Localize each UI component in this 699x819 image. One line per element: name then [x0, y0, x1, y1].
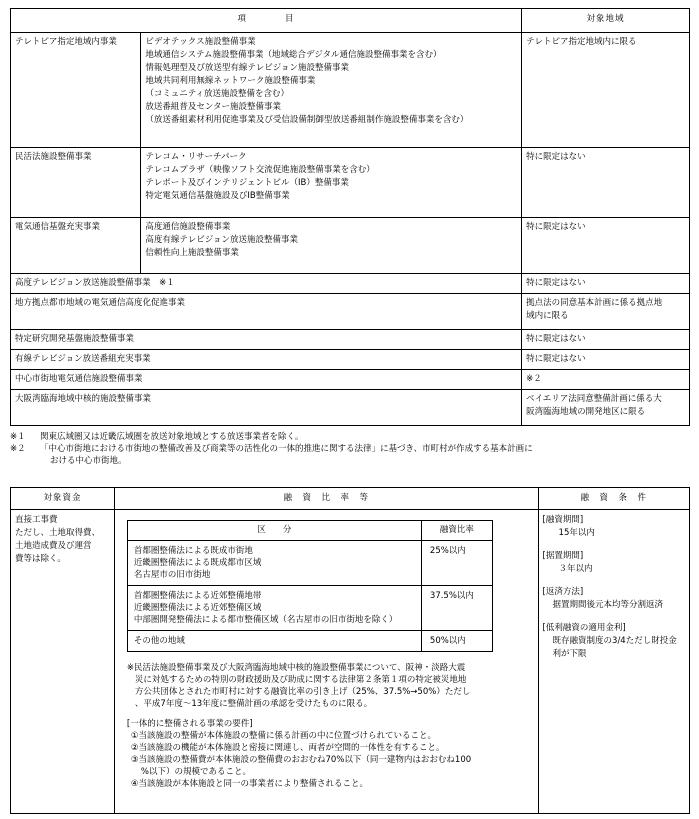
- item-line: テレポート及びインテリジェントビル（IB）整備事業: [145, 178, 349, 188]
- condition-label: [据置期間]: [542, 551, 584, 561]
- funds-line: ただし、土地取得費、: [15, 528, 101, 538]
- area-line: 首都圏整備法による既成市街地: [133, 546, 253, 556]
- condition-label: [返済方法]: [542, 587, 584, 597]
- conditions-cell: [538, 510, 689, 814]
- area-line: 首都圏整備法による近郊整備地帯: [133, 591, 262, 601]
- table-row: [11, 350, 690, 370]
- project-table: [10, 8, 690, 426]
- condition-rate: [543, 622, 685, 661]
- ratio-row: [127, 586, 492, 631]
- condition-value: ３年以内: [558, 564, 593, 574]
- footnote-text: 関東広域圏又は近畿広域圏を放送対象地域とする放送事業者を除く。: [40, 432, 304, 442]
- funds-line: 土地造成費及び運営: [15, 541, 92, 551]
- items-cell: [141, 218, 522, 274]
- region-cell: [522, 390, 690, 426]
- table-row: [11, 294, 690, 330]
- condition-value: 15年以内: [558, 528, 595, 538]
- condition-grace: [543, 550, 685, 576]
- ratio-header-area: 区 分: [127, 521, 421, 541]
- category-cell: 中心市街地電気通信施設整備事業: [11, 370, 522, 390]
- item-line: 放送番組普及センター施設整備事業: [145, 102, 282, 112]
- rate-cell: 25%以内: [421, 541, 492, 586]
- region-cell: 特に限定はない: [522, 274, 690, 294]
- table-row: [11, 370, 690, 390]
- ratio-cell: [114, 510, 538, 814]
- funds-line: 直接工事費: [15, 515, 58, 525]
- items-cell: [141, 148, 522, 218]
- item-line: 高度有線テレビジョン放送施設整備事業: [145, 235, 299, 245]
- area-cell: その他の地域: [127, 631, 421, 652]
- requirement-line: ④当該施設が本体施設と同一の事業者により整備されること。: [130, 779, 369, 789]
- region-cell: [522, 294, 690, 330]
- remark-line: 方公共団体とされた市町村に対する融資比率の引き上げ（25%、37.5%→50%）ただし: [134, 687, 471, 697]
- ratio-table: [127, 520, 493, 652]
- item-line: （放送番組素材利用促進事業及び受信設備制御型放送番組制作施設整備事業を含む）: [145, 115, 469, 125]
- area-line: 近畿圏整備法による既成都市区域: [133, 558, 262, 568]
- footnote-2: [10, 443, 690, 455]
- header-funds: 対象資金: [11, 488, 115, 510]
- item-line: 情報処理型及び放送型有線テレビジョン施設整備事業: [145, 63, 350, 73]
- region-cell: ※２: [522, 370, 690, 390]
- table-row: [11, 218, 690, 274]
- rate-cell: 37.5%以内: [421, 586, 492, 631]
- condition-repayment: [543, 586, 685, 612]
- remark-line: ※民活法施設整備事業及び大阪湾臨海地域中核的施設整備事業について、阪神・淡路大震: [126, 663, 466, 673]
- table-row: [11, 274, 690, 294]
- region-line: 域内に限る: [526, 311, 569, 321]
- footnote-2-cont: [10, 455, 690, 467]
- footnotes: [10, 431, 690, 467]
- table-row: [11, 330, 690, 350]
- region-line: 拠点法の同意基本計画に係る拠点地: [526, 298, 663, 308]
- area-cell: [127, 586, 421, 631]
- category-cell: 地方拠点都市地域の電気通信高度化促進事業: [11, 294, 522, 330]
- category-cell: 有線テレビジョン放送番組充実事業: [11, 350, 522, 370]
- remark-text: [127, 662, 534, 710]
- condition-value: 既存融資制度の3/4ただし財投金利が下限: [552, 636, 677, 659]
- condition-label: [融資期間]: [542, 515, 584, 525]
- category-cell: テレトピア指定地域内事業: [11, 33, 141, 148]
- area-cell: [127, 541, 421, 586]
- requirement-line: %以下）の規模であること。: [140, 767, 251, 777]
- rate-cell: 50%以内: [421, 631, 492, 652]
- item-line: 高度通信施設整備事業: [145, 222, 231, 232]
- category-cell: 高度テレビジョン放送施設整備事業 ※１: [11, 274, 522, 294]
- area-line: 中部圏開発整備法による都市整備区域（名古屋市の旧市街地を除く）: [133, 615, 398, 625]
- header-ratio: 融 資 比 率 等: [114, 488, 538, 510]
- area-line: 名古屋市の旧市街地: [133, 570, 211, 580]
- category-cell: 特定研究開発基盤施設整備事業: [11, 330, 522, 350]
- requirement-line: ②当該施設の機能が本体施設と密接に関連し、両者が空間的一体性を有すること。: [130, 743, 445, 753]
- requirements-text: [127, 718, 534, 790]
- item-line: 地域通信システム施設整備事業（地域総合デジタル通信施設整備事業を含む）: [145, 50, 442, 60]
- funds-line: 費等は除く。: [15, 554, 66, 564]
- region-cell: 特に限定はない: [522, 350, 690, 370]
- header-region: 対象地域: [522, 9, 690, 33]
- requirement-line: ③当該施設の整備費が本体施設の整備費のおおむね70%以下（同一建物内はおおむね100: [130, 755, 472, 765]
- region-line: 阪湾臨海地域の開発地区に限る: [526, 407, 646, 417]
- table-row: [11, 148, 690, 218]
- ratio-header-rate: 融資比率: [421, 521, 492, 541]
- ratio-row: [127, 541, 492, 586]
- category-cell: 民活法施設整備事業: [11, 148, 141, 218]
- region-cell: テレトピア指定地域内に限る: [522, 33, 690, 148]
- items-cell: [141, 33, 522, 148]
- header-item: 項 目: [11, 9, 522, 33]
- category-cell: 大阪湾臨海地域中核的施設整備事業: [11, 390, 522, 426]
- item-line: テレコム・リサーチパーク: [145, 152, 247, 162]
- region-cell: 特に限定はない: [522, 330, 690, 350]
- item-line: テレコムプラザ（映像ソフト交流促進施設整備事業を含む）: [145, 165, 375, 175]
- table-row: [11, 390, 690, 426]
- condition-label: [低利融資の適用金利]: [542, 623, 626, 633]
- financing-table: [10, 487, 690, 814]
- remark-line: 災に対処するための特別の財政援助及び助成に関する法律第２条第１項の特定被災地地: [134, 675, 467, 685]
- region-cell: 特に限定はない: [522, 218, 690, 274]
- table-row: [11, 33, 690, 148]
- category-cell: 電気通信基盤充実事業: [11, 218, 141, 274]
- requirements-heading: [一体的に整備される事業の要件]: [126, 719, 253, 729]
- item-line: 信頼性向上施設整備事業: [145, 248, 239, 258]
- footnote-mark: ※２: [10, 444, 26, 454]
- item-line: 特定電気通信基盤施設及びIB整備事業: [145, 191, 290, 201]
- item-line: （コミュニティ放送施設整備を含む）: [145, 89, 290, 99]
- item-line: 地域共同利用無線ネットワーク施設整備事業: [145, 76, 316, 86]
- footnote-mark: ※１: [10, 432, 26, 442]
- footnote-1: [10, 431, 690, 443]
- item-line: ビデオテックス施設整備事業: [145, 37, 256, 47]
- ratio-row: [127, 631, 492, 652]
- area-line: 近畿圏整備法による近郊整備区域: [133, 603, 262, 613]
- funds-cell: [11, 510, 115, 814]
- region-line: ベイエリア法同意整備計画に係る大: [526, 394, 662, 404]
- remark-line: 、平成7年度～13年度に整備計画の承認を受けたものに限る。: [134, 699, 373, 709]
- requirement-line: ①当該施設の整備が本体施設の整備に係る計画の中に位置づけられていること。: [130, 731, 437, 741]
- footnote-text: 「中心市街地における市街地の整備改善及び商業等の活性化の一体的推進に関する法律」に基づき、市町村が作成する基本計画に: [40, 444, 533, 454]
- condition-value: 据置期間後元本均等分割返済: [552, 600, 664, 610]
- condition-period: [543, 514, 685, 540]
- region-cell: 特に限定はない: [522, 148, 690, 218]
- header-conditions: 融 資 条 件: [538, 488, 689, 510]
- footnote-text: おける中心市街地。: [50, 456, 127, 466]
